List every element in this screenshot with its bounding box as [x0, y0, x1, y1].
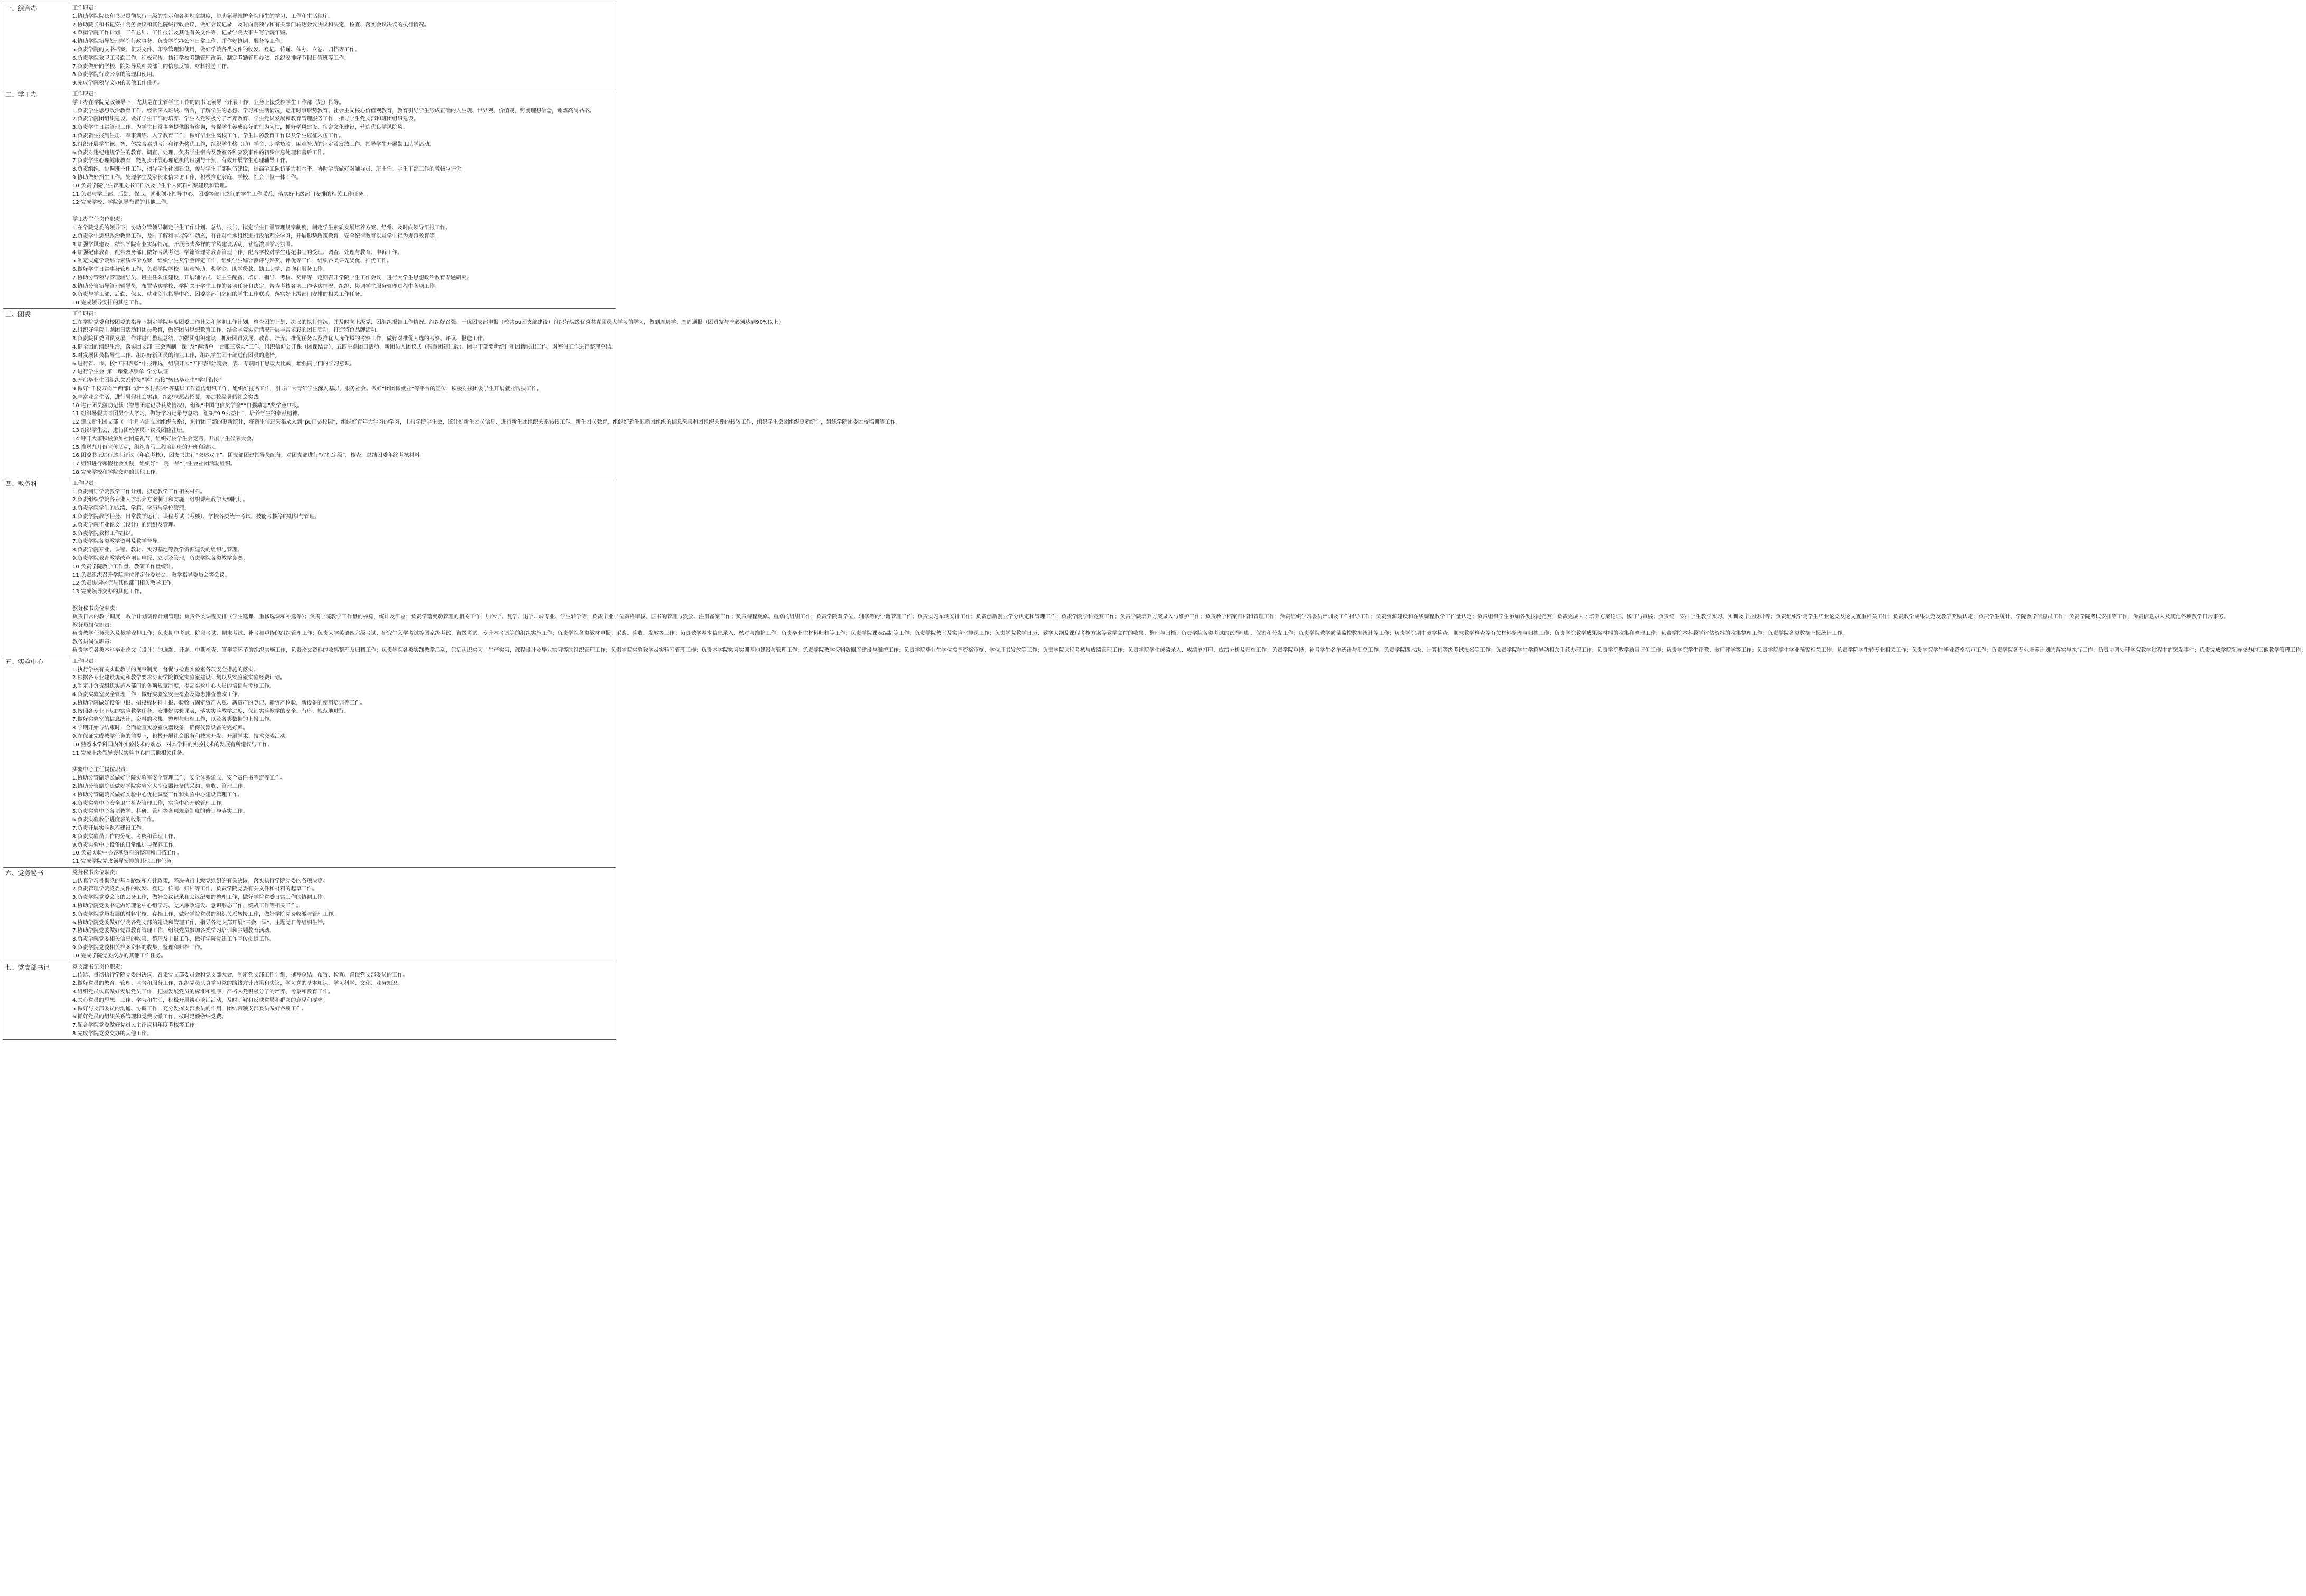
duty-line: 9.负责学院教育教学改革项目申报、立项及管理，负责学院各类教学竞赛。: [72, 556, 248, 561]
department-duties: [70, 867, 616, 962]
duty-line: 9.负责与学工部、后勤、保卫、就业创业指导中心、团委等部门之间的学生工作联系，落实好上级部门安排的相关工作任务。: [72, 292, 365, 298]
duty-line: 10.完成学院党委交办的其他工作任务。: [72, 953, 166, 959]
duty-line: 11.负责组织召开学院学位评定分委员会、教学指导委员会等会议。: [72, 572, 230, 578]
duty-line: 17.组织进行寒假社会实践，组织好“一院一品”学生会社团活动组织。: [72, 461, 236, 467]
duty-line: 4.负责实验中心安全卫生检查管理工作，实验中心开放管理工作。: [72, 800, 227, 806]
duty-line: 11.完成学院党政领导安排的其他工作任务。: [72, 859, 177, 865]
duty-line: 8.负责组织、协调班主任工作，指导学生社团建设，参与学生干部队伍建设，提高学工队伍能力和水平，协助学院做好对辅导员、班主任、学生干部工作的考核与评价。: [72, 166, 467, 173]
duty-line: 10.负责学院学生管理文书工作以及学生个人资料档案建设和管理。: [72, 183, 230, 189]
duty-line: 15.推送九月份宣传活动，组织青马工程培训班的开班和结业。: [72, 444, 220, 450]
duty-line: 9.负责实验中心设备的日常维护与保养工作。: [72, 842, 179, 848]
duty-line: 3.负责学院学生的成绩、学籍、学历与学位管理。: [72, 505, 190, 512]
duty-section: [72, 480, 614, 596]
department-row: [3, 308, 616, 478]
section-heading: 学工办主任岗位职责：: [72, 217, 126, 223]
duty-line: 4.负责新生报到注册、军事训练、入学教育工作，做好毕业生离校工作，学生国防教育工作以及学生应征入伍工作。: [72, 133, 344, 139]
duty-section: [72, 766, 614, 866]
duty-line: 1.负责学生思想政治教育工作。经常深入班级、宿舍，了解学生的思想、学习和生活情况，运用时事形势教育、社会主义核心价值观教育，教育引导学生形成正确的人生观、世界观、价值观，铸就理想信念，锤炼高尚品格。: [72, 108, 595, 114]
duty-line: 4.协助学院领导处理学院行政事务，负责学院办公室日常工作，并作好协调、服务等工作。: [72, 39, 286, 45]
duty-line: 13.完成领导交办的其他工作。: [72, 589, 145, 595]
duty-line: 8.学期开始与结束时，全面检查实验室仪器设备，确保仪器设备的完好率。: [72, 725, 248, 731]
duty-line: 7.协助学院党委做好党员教育管理工作，组织党员参加各类学习培训和主题教育活动。: [72, 928, 275, 934]
duty-line: 3.加强学风建设，结合学院专业实际情况，开展形式多样的学风建设活动，营造浓厚学习氛围。: [72, 241, 296, 248]
department-row: [3, 478, 616, 656]
duty-line: 1.认真学习贯彻党的基本路线和方针政策，坚决执行上级党组织的有关决议，落实执行学院党委的各项决定。: [72, 878, 329, 884]
duty-line: 12.建立新生团支部（一个月内建立团组织关系），进行团干部的更新统计，将新生信息采集录入到“pu口袋校园”，组织好青年大学习的学习，上报学院学生会，统计好新生团员信息，进行新生团组织关系转接工作，新生团员教育，组织好新生迎新团组织的信息采集和团组织关系的接转工作，组织学生会团组织更新统计，组织学院团委团校培训等工作。: [72, 419, 901, 426]
duty-table: [3, 3, 2306, 1040]
duty-line: 3.协助分管副院长做好实验中心优化调整工作和实验中心建设管理工作。: [72, 792, 243, 798]
duty-line: 教务员岗位职责：: [72, 622, 115, 628]
duty-line: 10.负责实验中心各项资料的整理和归档工作。: [72, 850, 182, 857]
duty-line: 12.完成学校、学院领导布置的其他工作。: [72, 200, 172, 206]
duty-line: 16.团委书记进行述职评议（年底考核），团支书进行“双述双评”，团支部团建指导员配备，对团支部进行“对标定级”，核查，总结团委年终考核材料。: [72, 453, 425, 459]
duty-line: 5.协助学院做好设备申报、招投标材料上报、验收与固定资产入账、新资产的登记、新资产检验，新设备的使用培训等工作。: [72, 700, 365, 706]
duty-line: 8.负责学院行政公章的管理和使用。: [72, 72, 158, 78]
duty-line: 8.开启毕业生团组织关系转接“学社衔接”转出毕业生“学社衔接”: [72, 378, 222, 384]
duty-line: 1.传达、贯彻执行学院党委的决议，召集党支部委员会和党支部大会，制定党支部工作计划，撰写总结，布置、检查、督促党支部委员的工作。: [72, 972, 408, 979]
duty-line: 4.健全团的组织生活，落实团支部“三会两制一课”及“两清单一台账三落实”工作，组织信仰公开课（团课结合）、五四主题团日活动、新团员入团仪式（智慧团建记载）、团学干部要新统计和团籍转出工作，对寒假工作进行整理总结。: [72, 344, 616, 351]
duty-line: 3.负责学院党委会议的会务工作，做好会议记录和会议纪要的整理工作，做好学院党委日常工作的协调工作。: [72, 895, 329, 901]
duty-line: 8.负责实验员工作的分配、考核和管理工作。: [72, 833, 179, 840]
duty-line: 7.进行学生会“第二课堂成绩单”学分认证: [72, 369, 168, 375]
duty-line: 8.协助分管领导管理辅导员，布置落实学校、学院关于学生工作的各项任务和决定，督查考核各项工作落实情况，组织、协调学生服务管理过程中各项工作。: [72, 283, 440, 289]
duty-line: 5.制定实施学院综合素质评价方案，组织学生奖学金评定工作，组织学生综合测评与评奖、评优等工作，组织各类评先奖优、推优工作。: [72, 258, 392, 265]
department-duties: [70, 3, 616, 89]
section-heading: 工作职责：: [72, 311, 99, 317]
duty-line: 5.做好与支部委员的沟通、协调工作，充分发挥支部委员的作用，团结带领支部委员做好各项工作。: [72, 1006, 307, 1012]
duty-line: 10.完成领导安排的其它工作。: [72, 300, 145, 306]
department-row: [3, 89, 616, 308]
duty-line: 2.协助分管副院长做好学院实验室大型仪器设备的采购、验收、管理工作。: [72, 783, 248, 790]
department-duties: [70, 656, 616, 867]
department-row: [3, 867, 616, 962]
duty-line: 1.执行学校有关实验教学的规章制度，督促与检查实验室各项安全措施的落实。: [72, 666, 259, 673]
department-row: [3, 962, 616, 1039]
duty-line: 学工办在学院党政领导下，尤其是在主管学生工作的副书记领导下开展工作，业务上接受校学生工作部（处）指导。: [72, 99, 344, 106]
duty-section: [72, 605, 2306, 655]
duty-line: 8.负责学院党委相关信息的收集、整理及上报工作，做好学院党建工作宣传报道工作。: [72, 936, 275, 943]
duty-line: 8.完成学院党委交办的其他工作。: [72, 1031, 152, 1037]
duty-line: 5.负责学院的文书档案、机要文件、印章管理和使用，做好学院各类文件的收发、登记、传递、催办、立卷、归档等工作。: [72, 46, 360, 53]
duty-line: 1.协助分管副院长做好学院实验室安全管理工作，安全体系建立，安全责任书签定等工作。: [72, 775, 286, 782]
duty-section: [72, 90, 614, 207]
duty-line: 3.组织党员认真做好发展党员工作，把握发展党员的标准和程序，严格入党积极分子的培养、考察和教育工作。: [72, 989, 334, 996]
duty-line: 1.在学院党委和校团委的指导下制定学院年度团委工作计划和学期工作计划，检查团的计划、决议的执行情况，并及时向上级党、团组织报告工作情况。组织好召强、千优团支部申报（校共pu团支部建设）组织好院级优秀共青团员大学习的学习，做到周周学、周周通报（团员参与率必须达到90%以上）: [72, 319, 784, 325]
section-heading: 党支部书记岗位职责：: [72, 964, 126, 970]
duty-line: 教务员岗位职责：: [72, 639, 115, 645]
duty-line: 6.按照各专业下达的实验教学任务，安排好实验课表，落实实验教学进度，保证实验教学的安全、有序、规范地进行。: [72, 708, 350, 715]
duty-line: 11.负责与学工部、后勤、保卫、就业创业指导中心、团委等部门之间的学生工作联系，落实好上级部门安排的相关工作任务。: [72, 191, 369, 198]
department-row: [3, 656, 616, 867]
duty-line: 8.负责学院专业、课程、教材、实习基地等教学资源建设的组织与管理。: [72, 547, 243, 553]
duty-line: 6.负责实验教学进度表的收集工作。: [72, 817, 158, 823]
department-duties: [70, 89, 616, 308]
duty-line: 1.负责制订学院教学工作计划，拟定教学工作相关材料。: [72, 489, 205, 495]
duty-line: 3.制定并负责组织实施本部门的各项规章制度，提高实验中心人员的培训与考核工作。: [72, 683, 275, 690]
department-name: 七、党支部书记: [3, 962, 70, 1039]
duty-line: 10.负责学院教学工作量、教研工作量统计。: [72, 564, 177, 570]
duty-line: 5.对发展团员指导性工作，组织好新团员的结业工作，组织学生团干部进行团员的选择。: [72, 352, 280, 359]
duty-line: 2.做好党员的教育、管理、监督和服务工作，组织党员认真学习党的路线方针政策和决议，学习党的基本知识，学习科学、文化、业务知识。: [72, 981, 403, 987]
duty-line: 4.加强纪律教育，配合教务部门做好考风考纪、学籍管理等教育管理工作，配合学校对学生违纪事宜的受理、调查、处理与教育、申诉工作。: [72, 250, 403, 256]
duty-line: 7.负责做好向学校、院领导及相关部门的信息反馈、材料报送工作。: [72, 63, 232, 70]
section-heading: 工作职责：: [72, 480, 99, 486]
duty-line: 4.负责实验室安全管理工作，做好实验室安全检查及隐患排查整改工作。: [72, 691, 243, 698]
duty-line: 6.负责学院教材工作组织。: [72, 530, 136, 537]
duty-line: 12.负责协调学院与其他部门相关教学工作。: [72, 580, 177, 587]
duty-line: 5.负责实验中心各项教学、科研、管理等各项规章制度的修订与落实工作。: [72, 809, 248, 815]
duty-line: 14.呼吁大家积极参加社团巡礼节，组织好校学生会竞聘，开展学生代表大会。: [72, 436, 257, 442]
department-duties: [70, 962, 616, 1039]
duty-line: 6.负责学院教职工考勤工作，积极宣传、执行学校考勤管理政策，制定考勤管理办法，组织安排好节假日值班等工作。: [72, 55, 350, 61]
duty-line: 11.完成上级领导交代实验中心的其他相关任务。: [72, 750, 188, 756]
duty-line: 6.进行省、市、校“五四表彰”申报评选，组织开展“五四表彰”晚会，表、专职团干思政大比武，增强同学们的学习意识。: [72, 361, 355, 367]
duty-line: 7.负责学生心理健康教育，能初步开展心理危机的识别与干预，有效开展学生心理辅导工作。: [72, 158, 291, 164]
duty-line: 3.负责院团委团员发展工作并进行整理总结，加强团组织建设，抓好团员发展、教育、培养、推优任务以及推优人选作风的考察工作，做好对推优人选的考察、评议、报送工作。: [72, 336, 488, 342]
duty-line: 4.负责学院教学任务、日常教学运行、课程考试（考核）、学校各类统一考试、技能考核等的组织与管理。: [72, 514, 320, 520]
duty-section: [72, 963, 614, 1038]
department-row: [3, 3, 616, 89]
duty-section: [72, 4, 614, 88]
duty-line: 2.根据各专业建设规划和教学要求协助学院拟定实验室建设计划以及实验室实验经费计划。: [72, 675, 286, 681]
duty-line: 3.草拟学院工作计划，工作总结、工作报告及其他有关文件等，记录学院大事并写学院年鉴。: [72, 30, 291, 36]
duty-line: 4.关心党员的思想、工作、学习和生活，积极开展谈心谈话活动，及时了解和反映党员和群众的意见和要求。: [72, 997, 329, 1003]
duty-line: 10.熟悉本学科国内外实验技术的动态，对本学科的实验技术的发展有所建议与工作。: [72, 741, 273, 748]
duty-line: 2.负责组织学院各专业人才培养方案制订和实施，组织课程教学大纲制订。: [72, 497, 248, 503]
department-duties: [70, 308, 901, 478]
duty-line: 9.在保证完成教学任务的前提下，积极开展社会服务和技术开发，开展学术、技术交流活动。: [72, 733, 291, 739]
duty-line: 6.协助学院党委做好学院各党支部的建设和管理工作，指导各党支部开展“三会一课”、主题党日等组织生活。: [72, 919, 329, 926]
department-name: 三、团委: [3, 308, 70, 478]
department-name: 一、综合办: [3, 3, 70, 89]
duty-section: [72, 310, 901, 477]
duty-line: 3.负责学生日常管理工作。为学生日常事务提供服务咨询，督促学生养成良好的行为习惯，抓好学风建设、宿舍文化建设，营造优良学风院风。: [72, 125, 408, 131]
section-heading: 实验中心主任岗位职责：: [72, 767, 132, 773]
duty-line: 9.协助做好招生工作。处理学生及家长来信来访工作，积极推进家庭、学校、社会三位一体工作。: [72, 174, 302, 181]
duty-line: 负责日常的教学调度，教学计划调停计划管理；负责各类课程安排（学生选课、重修选课和补选等）；负责学院教学工作量的核算，统计及汇总；负责学籍变动管理的相关工作，加休学、复学、退学、转专业、学生转学等；负责毕业学位资格审核、证书的管理与发放、注册备案工作；负责课程免修、重修的组织工作；负责学院双学位、辅修等的学籍管理工作；负责实习车辆安排工作；负责创新创业学分认定和管理工作；负责学院学科竞赛工作；负责学院培养方案录入与维护工作；负责教学档案归档和管理工作；负责组织学习委员培训及工作指导工作；负责资源建设和在线课程教学工作量认定；负责组织学生参加各类技能竞赛；负责完成人才培养方案论证、修订与审核；负责统一安排学生教学实习、实训及毕业设计等；负责组织学院学生毕业论文及论文查重相关工作；负责教学成果认定及教学奖励认定；负责学生统计、学院教学信息员工作；负责学院考试安排等工作，负责信息录入及其他各项教学日常事务。: [72, 614, 2229, 620]
duty-line: 1.在学院党委的领导下，协助分管领导制定学生工作计划、总结、报告，拟定学生日常管理规章制度，制定学生素质发展培养方案、经常、及时向领导汇报工作。: [72, 224, 451, 231]
duty-line: 负责学院各类本科毕业论文（设计）的选题、开题、中期检查、答辩等环节的组织实施工作，负责论文资料的收集整理及归档工作；负责学院各类实践教学活动，包括认识实习、生产实习、课程设计及毕业实习等的组织管理工作；负责学院实验教学及实验室管理工作；负责本学院实习实训基地建设与管理工作；负责学院教学资料数据库建设与维护工作；负责学院毕业生学位授予资格审核、学位证书发放等工作；负责学院课程考核与成绩管理工作；负责学院学生成绩录入、成绩单打印、成绩分析及归档工作；负责学院重修、补考学生名单统计与汇总工作；负责学院四六级、计算机等级考试报名等工作；负责学院学生学籍异动相关手续办理工作；负责学院教学质量评价工作；负责学院学生评教、教师评学等工作；负责学院学生学业预警相关工作；负责学院学生转专业相关工作；负责学院学生毕业资格初审工作；负责学院各专业培养计划的落实与执行工作；负责协调处理学院教学过程中的突发事件；负责完成学院领导交办的其他教学管理工作。: [72, 647, 2306, 653]
duty-line: 9.丰富业余生活，进行暑假社会实践，组织志愿者招募，参加校级暑假社会实践。: [72, 394, 264, 400]
duty-line: 10.进行团员激励记载（智慧团建记录获奖情况），组织“中国电信奖学金”“自强励志”奖学金申报。: [72, 402, 303, 409]
section-heading: 党务秘书岗位职责：: [72, 869, 120, 876]
department-duties: [70, 478, 2306, 656]
department-name: 五、实验中心: [3, 656, 70, 867]
duty-line: 1.协助学院院长和书记贯彻执行上级的指示和各种规章制度，协助领导维护全院师生的学习、工作和生活秩序。: [72, 13, 334, 20]
duty-line: 7.负责学院各类教学资料及教学督导。: [72, 539, 163, 545]
duty-line: 9.做好“千校万岗”“西部计划”“乡村振兴”等基层工作宣传组织工作，组织好报名工作，引导广大青年学生深入基层，服务社会。做好“团团微就业”等平台的宣传，积极对接团委学生开展就业帮扶工作。: [72, 386, 542, 392]
duty-line: 7.协助分管领导管理辅导员、班主任队伍建设，开展辅导员、班主任配备、培训、指导、考核、奖评等，定期召开学院学生工作会议，进行大学生思想政治教育专题研究。: [72, 275, 472, 281]
department-name: 二、学工办: [3, 89, 70, 308]
section-heading: 工作职责：: [72, 5, 99, 11]
department-name: 四、教务科: [3, 478, 70, 656]
duty-line: 5.组织开展学生德、智、体综合素质考评和评先奖优工作，组织学生奖（助）学金、助学贷款、困难补助的评定及发放工作，指导学生开展勤工助学活动。: [72, 141, 435, 147]
duty-line: 2.负责学院团组织建设。做好学生干部的培养、学生入党积极分子培养教育、学生党员发展和教育管理服务工作，指导学生党支部和班团组织建设。: [72, 116, 419, 123]
section-heading: 教务秘书岗位职责：: [72, 605, 120, 612]
duty-section: [72, 658, 614, 758]
section-heading: 工作职责：: [72, 658, 99, 664]
duty-line: 18.完成学校和学院交办的其他工作。: [72, 470, 161, 476]
duty-line: 2.负责管理学院党委文件的收发、登记、传阅、归档等工作，负责学院党委有关文件和材料的起草工作。: [72, 886, 317, 893]
duty-line: 2.协助院长和书记安排院务会议和其他院级行政会议，做好会议记录，及时向院领导和有关部门转达会议决议和决定，检查、落实会议决议的执行情况。: [72, 22, 429, 28]
duty-line: 13.组织学生会，进行团校学员评议及团籍注册。: [72, 428, 188, 434]
duty-line: 6.抓好党员的组织关系管理和党费收缴工作，按时足额缴纳党费。: [72, 1014, 227, 1020]
duty-line: 6.做好学生日常事务管理工作，负责学院学校、困难补助、奖学金、助学贷款、勤工助学、咨询和服务工作。: [72, 266, 329, 273]
duty-line: 7.负责开展实验课程建设工作。: [72, 825, 147, 831]
section-heading: 工作职责：: [72, 91, 99, 97]
duty-line: 9.负责学院党委相关档案资料的收集、整理和归档工作。: [72, 945, 205, 951]
duty-line: 负责教学任务录入及教学安排工作；负责期中考试、阶段考试、期末考试、补考和重修的组织管理工作；负责大学英语四六级考试、研究生入学考试等国家级考试、省级考试、专升本考试等的组织实施工作；负责学院各类教材申报、采购、验收、发放等工作；负责教学基本信息录入、核对与维护工作；负责毕业生材料归档等工作；负责学院课表编制等工作；负责学院教室及实验室排课工作；负责学院教学日历、教学大纲及课程考核方案等教学文件的收集、整理与归档；负责学院各类考试的试卷印制、保密和分发工作；负责学院教学质量监控数据统计等工作；负责学院期中教学检查、期末教学检查等有关材料整理与归档工作；负责学院教学成果奖材料的收集和整理工作；负责学院本科教学评估资料的收集整理工作；负责学院各类数据上报统计工作。: [72, 631, 1848, 637]
duty-line: 4.协助学院党委书记做好理论中心组学习、党风廉政建设、意识形态工作、统战工作等相关工作。: [72, 903, 302, 909]
duty-table-body: [3, 3, 2306, 1040]
duty-line: 5.负责学院毕业论文（设计）的组织及管理。: [72, 522, 179, 528]
duty-line: 2.负责学生思想政治教育工作，及时了解和掌握学生动态，有针对性地组织进行政治理论学习，开展形势政策教育、安全纪律教育以及学生行为规范教育等。: [72, 233, 440, 239]
duty-line: 9.完成学院领导交办的其他工作任务。: [72, 80, 163, 87]
department-name: 六、党务秘书: [3, 867, 70, 962]
duty-line: 5.负责学院党员发展的材料审核、存档工作，做好学院党员的组织关系转接工作，做好学院党费收缴与管理工作。: [72, 911, 339, 917]
duty-section: [72, 215, 614, 307]
duty-section: [72, 869, 614, 961]
duty-line: 2.组织好学院主题团日活动和团员教育，做好团员思想教育工作，结合学院实际情况开展丰富多彩的团日活动，打造特色品牌活动。: [72, 327, 381, 334]
duty-line: 7.做好实验室的信息统计，资料的收集、整理与归档工作，以及各类数据的上报工作。: [72, 717, 275, 723]
duty-line: 11.组织暑假共青团员个人学习，做好学习记录与总结，组织“9.9公益日”，培养学生的奉献精神。: [72, 411, 303, 417]
duty-line: 6.负责对违纪违规学生的教育、调查、处理，负责学生宿舍及教室各种突发事件的初步信息处理和善后工作。: [72, 149, 329, 156]
duty-line: 7.配合学院党委做好党员民主评议和年度考核等工作。: [72, 1022, 200, 1029]
